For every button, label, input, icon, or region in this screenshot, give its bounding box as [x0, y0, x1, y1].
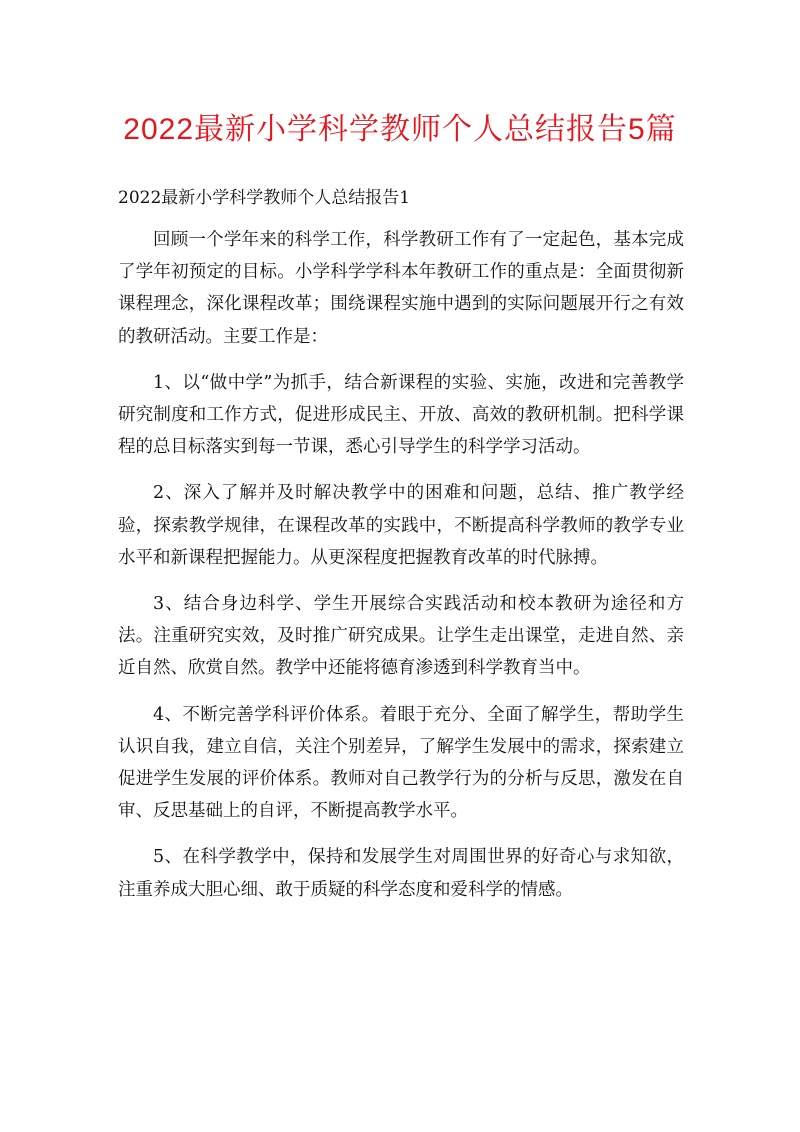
document-title: 2022最新小学科学教师个人总结报告5篇	[123, 113, 677, 146]
paragraph-item-5: 5、在科学教学中，保持和发展学生对周围世界的好奇心与求知欲，注重养成大胆心细、敢于质疑的科学态度和爱科学的情感。	[118, 847, 684, 900]
paragraph-intro: 回顾一个学年来的科学工作，科学教研工作有了一定起色，基本完成了学年初预定的目标。小学科学学科本年教研工作的重点是：全面贯彻新课程理念，深化课程改革；围绕课程实施中遇到的实际问题展开行之有效的教研活动。主要工作是：	[118, 230, 684, 347]
paragraph-item-1: 1、以“做中学”为抓手，结合新课程的实验、实施，改进和完善教学研究制度和工作方式，促进形成民主、开放、高效的教研机制。把科学课程的总目标落实到每一节课，悉心引导学生的科学学习活动。	[118, 372, 684, 458]
paragraph-item-2: 2、深入了解并及时解决教学中的困难和问题，总结、推广教学经验，探索教学规律，在课程改革的实践中，不断提高科学教师的教学专业水平和新课程把握能力。从更深程度把握教育改革的时代脉搏。	[118, 483, 684, 568]
paragraph-item-4: 4、不断完善学科评价体系。着眼于充分、全面了解学生，帮助学生认识自我，建立自信，关注个别差异，了解学生发展中的需求，探索建立促进学生发展的评价体系。教师对自己教学行为的分析与反思，激发在自审、反思基础上的自评，不断提高教学水平。	[118, 704, 684, 822]
paragraph-item-3: 3、结合身边科学、学生开展综合实践活动和校本教研为途径和方法。注重研究实效，及时推广研究成果。让学生走出课堂，走进自然、亲近自然、欣赏自然。教学中还能将德育渗透到科学教育当中。	[118, 594, 684, 679]
section-heading: 2022最新小学科学教师个人总结报告1	[118, 188, 411, 208]
document-body	[118, 224, 684, 920]
